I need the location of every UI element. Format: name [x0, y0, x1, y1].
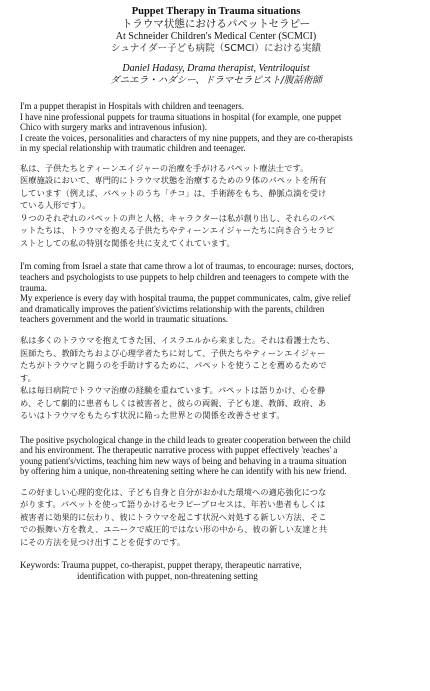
title-japanese: トラウマ状態におけるパペットセラピー	[121, 18, 311, 30]
text-line: この好ましい心理的変化は、子ども自身と自分がおかれた環境への適応強化につな	[20, 486, 327, 497]
text-line: 被害者に効果的に伝わり、彼にトラウマを起こす状況へ対処する新しい方法、そこ	[20, 511, 327, 522]
author-english: Daniel Hadasy, Drama therapist, Ventriloquist	[122, 63, 310, 74]
text-line: ている人形です）。	[20, 200, 91, 211]
text-line: by offering him a unique, non-threatening setting where he can identify with his new friend.	[20, 466, 347, 477]
text-line: にその方法を見つけ出すことを促すのです。	[20, 536, 186, 547]
keywords-block	[20, 560, 412, 582]
text-line: 私は毎日病院でトラウマ治療の経験を重ねています。パペットは語りかけ、心を静	[20, 385, 326, 396]
paragraph-3-english	[20, 435, 412, 477]
text-line: 医師たち、教師たちおよび心理学者たちに対して、子供たちやティーンエイジャー	[20, 347, 326, 358]
paragraph-3-japanese	[20, 486, 412, 549]
text-line: teachers government and the world in traumatic situations.	[20, 314, 229, 325]
text-line: 私は、子供たちとティーンエイジャーの治療を手がけるパペット療法士です。	[20, 162, 309, 173]
text-line: and dramatically improves the patient's\victims relationship with the parents, children	[20, 303, 325, 314]
paragraph-1-english	[20, 101, 412, 154]
text-line: め、そして劇的に患者もしくは被害者と、彼らの両親、子ども達、教師、政府、あ	[20, 397, 327, 408]
text-line: My experience is every day with hospital trauma, the puppet communicates, calm, give relief	[20, 293, 351, 304]
text-line: るいはトラウマをもたらす状況に陥った世界との関係を改善させます。	[20, 410, 285, 421]
text-line: ストとしての私の特別な関係を共に支えてくれています。	[20, 237, 235, 248]
text-line: がります。パペットを使って語りかけるセラピープロセスは、年若い患者もしくは	[20, 499, 326, 510]
text-line: ットたちは、トラウマを抱える子供たちやティーンエイジャーたちに向き合うセラピ	[20, 225, 334, 236]
center-japanese: シュナイダー子ども病院（SCMCI）における実績	[111, 43, 321, 54]
text-line: しています（例えば、パペットのうち「チコ」は、手術跡をもち、静脈点滴を受け	[20, 187, 327, 198]
title-english: Puppet Therapy in Trauma situations	[131, 6, 301, 17]
paragraph-1-japanese	[20, 162, 412, 250]
center-english: At Schneider Children's Medical Center (SCMCI)	[115, 31, 317, 42]
author-block	[20, 63, 412, 87]
text-line: す。	[20, 372, 36, 383]
document-header	[20, 6, 412, 87]
text-line: I create the voices, personalities and characters of my nine puppets, and they are co-therapists	[20, 132, 353, 143]
text-line: trauma.	[20, 282, 47, 293]
text-line: Chico with surgery marks and intravenous infusion).	[20, 122, 207, 133]
text-line: The positive psychological change in the child leads to greater cooperation between the child	[20, 434, 351, 445]
paragraph-2-english	[20, 261, 412, 325]
author-japanese: ダニエラ・ハダシー、ドラマセラピスト/腹話術師	[110, 75, 322, 86]
text-line: ９つのそれぞれのパペットの声と人格、キャラクターは私が創り出し、それらのパペ	[20, 212, 335, 223]
text-line: I have nine professional puppets for trauma situations in hospital (for example, one puppet	[20, 111, 342, 122]
text-line: young patient's/victims, teaching him new ways of being and behaving in a trauma situation	[20, 455, 347, 466]
keywords-line-1: Keywords: Trauma puppet, co-therapist, puppet therapy, therapeutic narrative,	[20, 560, 302, 571]
text-line: たちがトラウマと闘うのを手助けするために、パペットを使うことを薦めるためで	[20, 360, 327, 371]
text-line: in my special relationship with traumatic children and teenager.	[20, 143, 246, 154]
text-line: and his environment. The therapeutic narrative process with puppet effectively 'reaches' a	[20, 445, 338, 456]
text-line: での振舞い方を教え、ユニークで威圧的ではない形の中から、彼の新しい友達と共	[20, 524, 328, 535]
keywords-line-2: identification with puppet, non-threatening setting	[77, 571, 258, 582]
text-line: teachers and psychologists to use puppets to help children and teenagers to compete with the	[20, 272, 349, 283]
text-line: 私は多くのトラウマを抱えてきた国、イスラエルから来ました。それは看護士たち、	[20, 335, 335, 346]
paragraph-2-japanese	[20, 334, 412, 422]
text-line: I'm coming from Israel a state that came throw a lot of traumas, to encourage: nurses, doctors,	[20, 261, 354, 272]
text-line: 医療施設において、専門的にトラウマ状態を治療するための９体のパペットを所有	[20, 175, 327, 186]
text-line: I'm a puppet therapist in Hospitals with children and teenagers.	[20, 101, 244, 111]
